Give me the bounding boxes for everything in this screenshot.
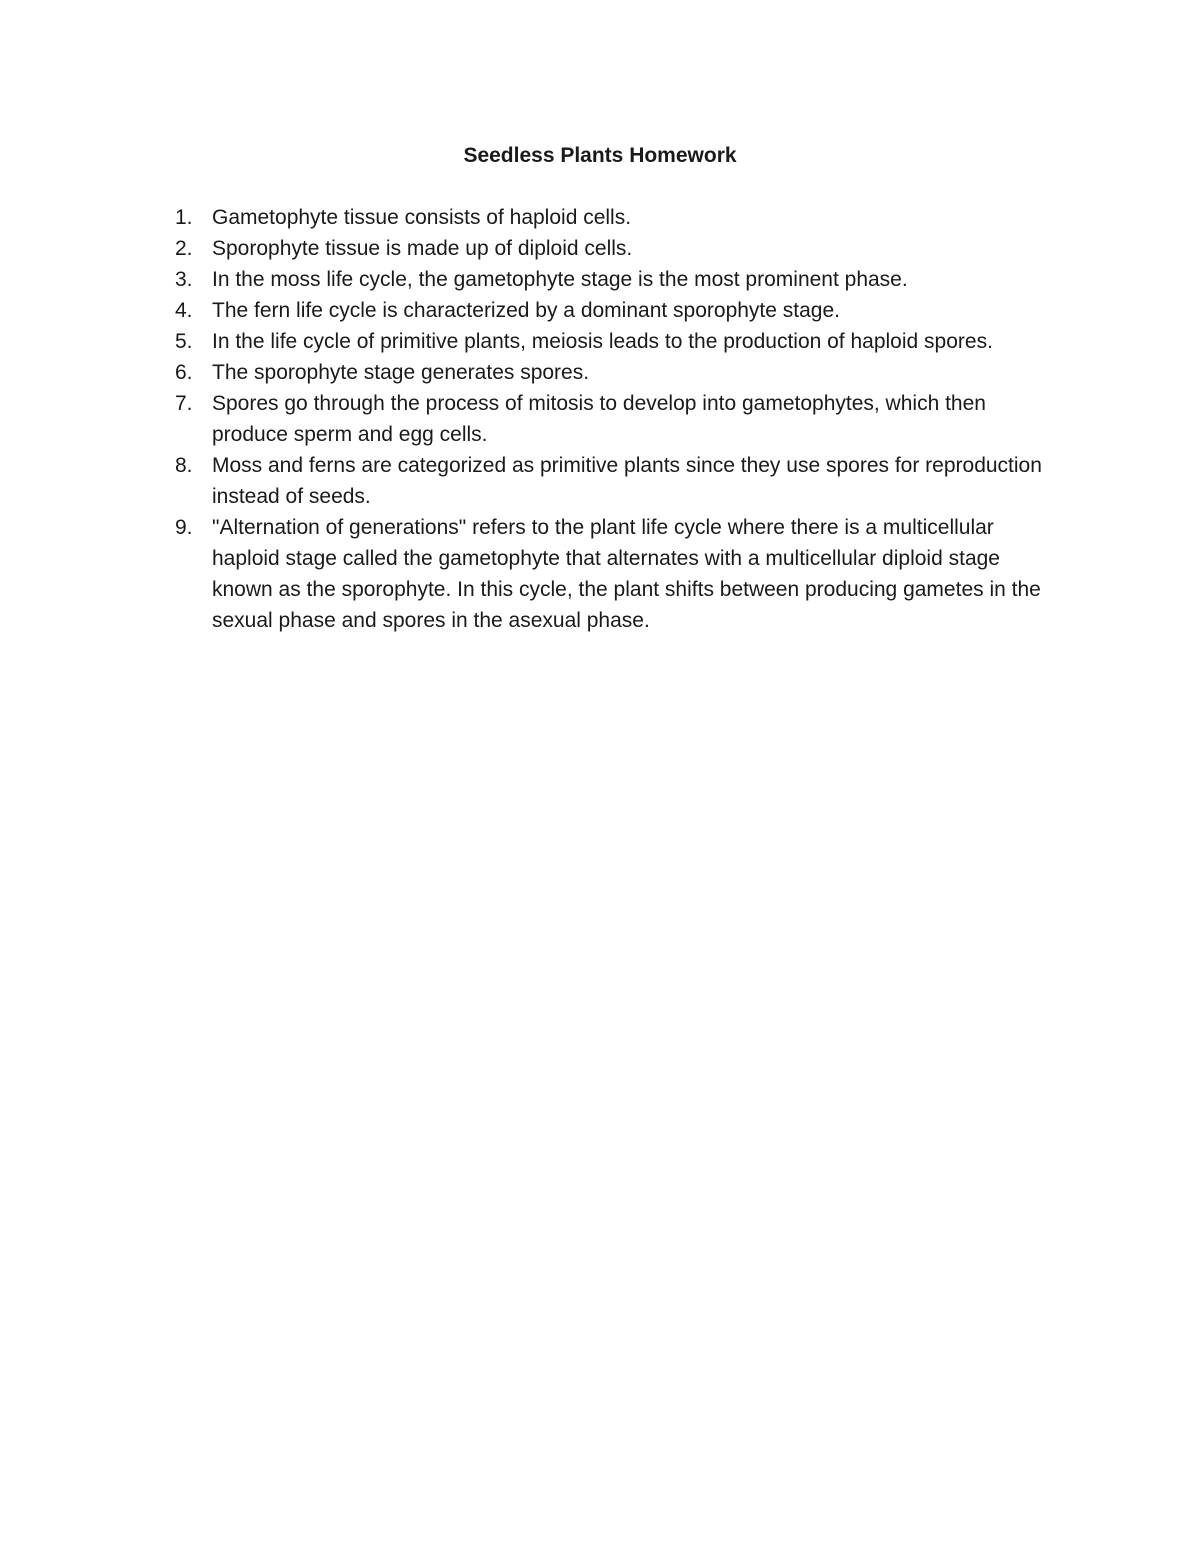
item-text: In the life cycle of primitive plants, meiosis leads to the production of haploid spores. xyxy=(212,330,993,353)
list-item xyxy=(171,233,1051,264)
item-number: 4. xyxy=(175,299,193,322)
item-number: 7. xyxy=(175,392,193,415)
item-number: 3. xyxy=(175,268,193,291)
list-item xyxy=(171,295,1051,326)
item-number: 1. xyxy=(175,206,193,229)
item-text: "Alternation of generations" refers to the plant life cycle where there is a multicellular haploid stage called the gametophyte that alternates with a multicellular diploid stage known as the sporophyte. In this cycle, the plant shifts between producing gametes in the sexual phase and spores in the asexual phase. xyxy=(212,516,1041,632)
item-text: Moss and ferns are categorized as primitive plants since they use spores for reproduction instead of seeds. xyxy=(212,454,1042,508)
item-text: In the moss life cycle, the gametophyte stage is the most prominent phase. xyxy=(212,268,908,291)
list-item xyxy=(171,264,1051,295)
item-text: Sporophyte tissue is made up of diploid cells. xyxy=(212,237,633,260)
item-number: 9. xyxy=(175,516,193,539)
list-item xyxy=(171,512,1051,636)
page-title: Seedless Plants Homework xyxy=(463,144,737,167)
list-item xyxy=(171,388,1051,450)
item-text: Gametophyte tissue consists of haploid cells. xyxy=(212,206,632,229)
item-text: Spores go through the process of mitosis to develop into gametophytes, which then produce sperm and egg cells. xyxy=(212,392,986,446)
answer-list xyxy=(171,202,1051,636)
list-item xyxy=(171,450,1051,512)
item-number: 8. xyxy=(175,454,193,477)
item-number: 6. xyxy=(175,361,193,384)
list-item xyxy=(171,357,1051,388)
list-item xyxy=(171,202,1051,233)
list-item xyxy=(171,326,1051,357)
item-text: The sporophyte stage generates spores. xyxy=(212,361,590,384)
item-number: 2. xyxy=(175,237,193,260)
item-number: 5. xyxy=(175,330,193,353)
item-text: The fern life cycle is characterized by a dominant sporophyte stage. xyxy=(212,299,840,322)
